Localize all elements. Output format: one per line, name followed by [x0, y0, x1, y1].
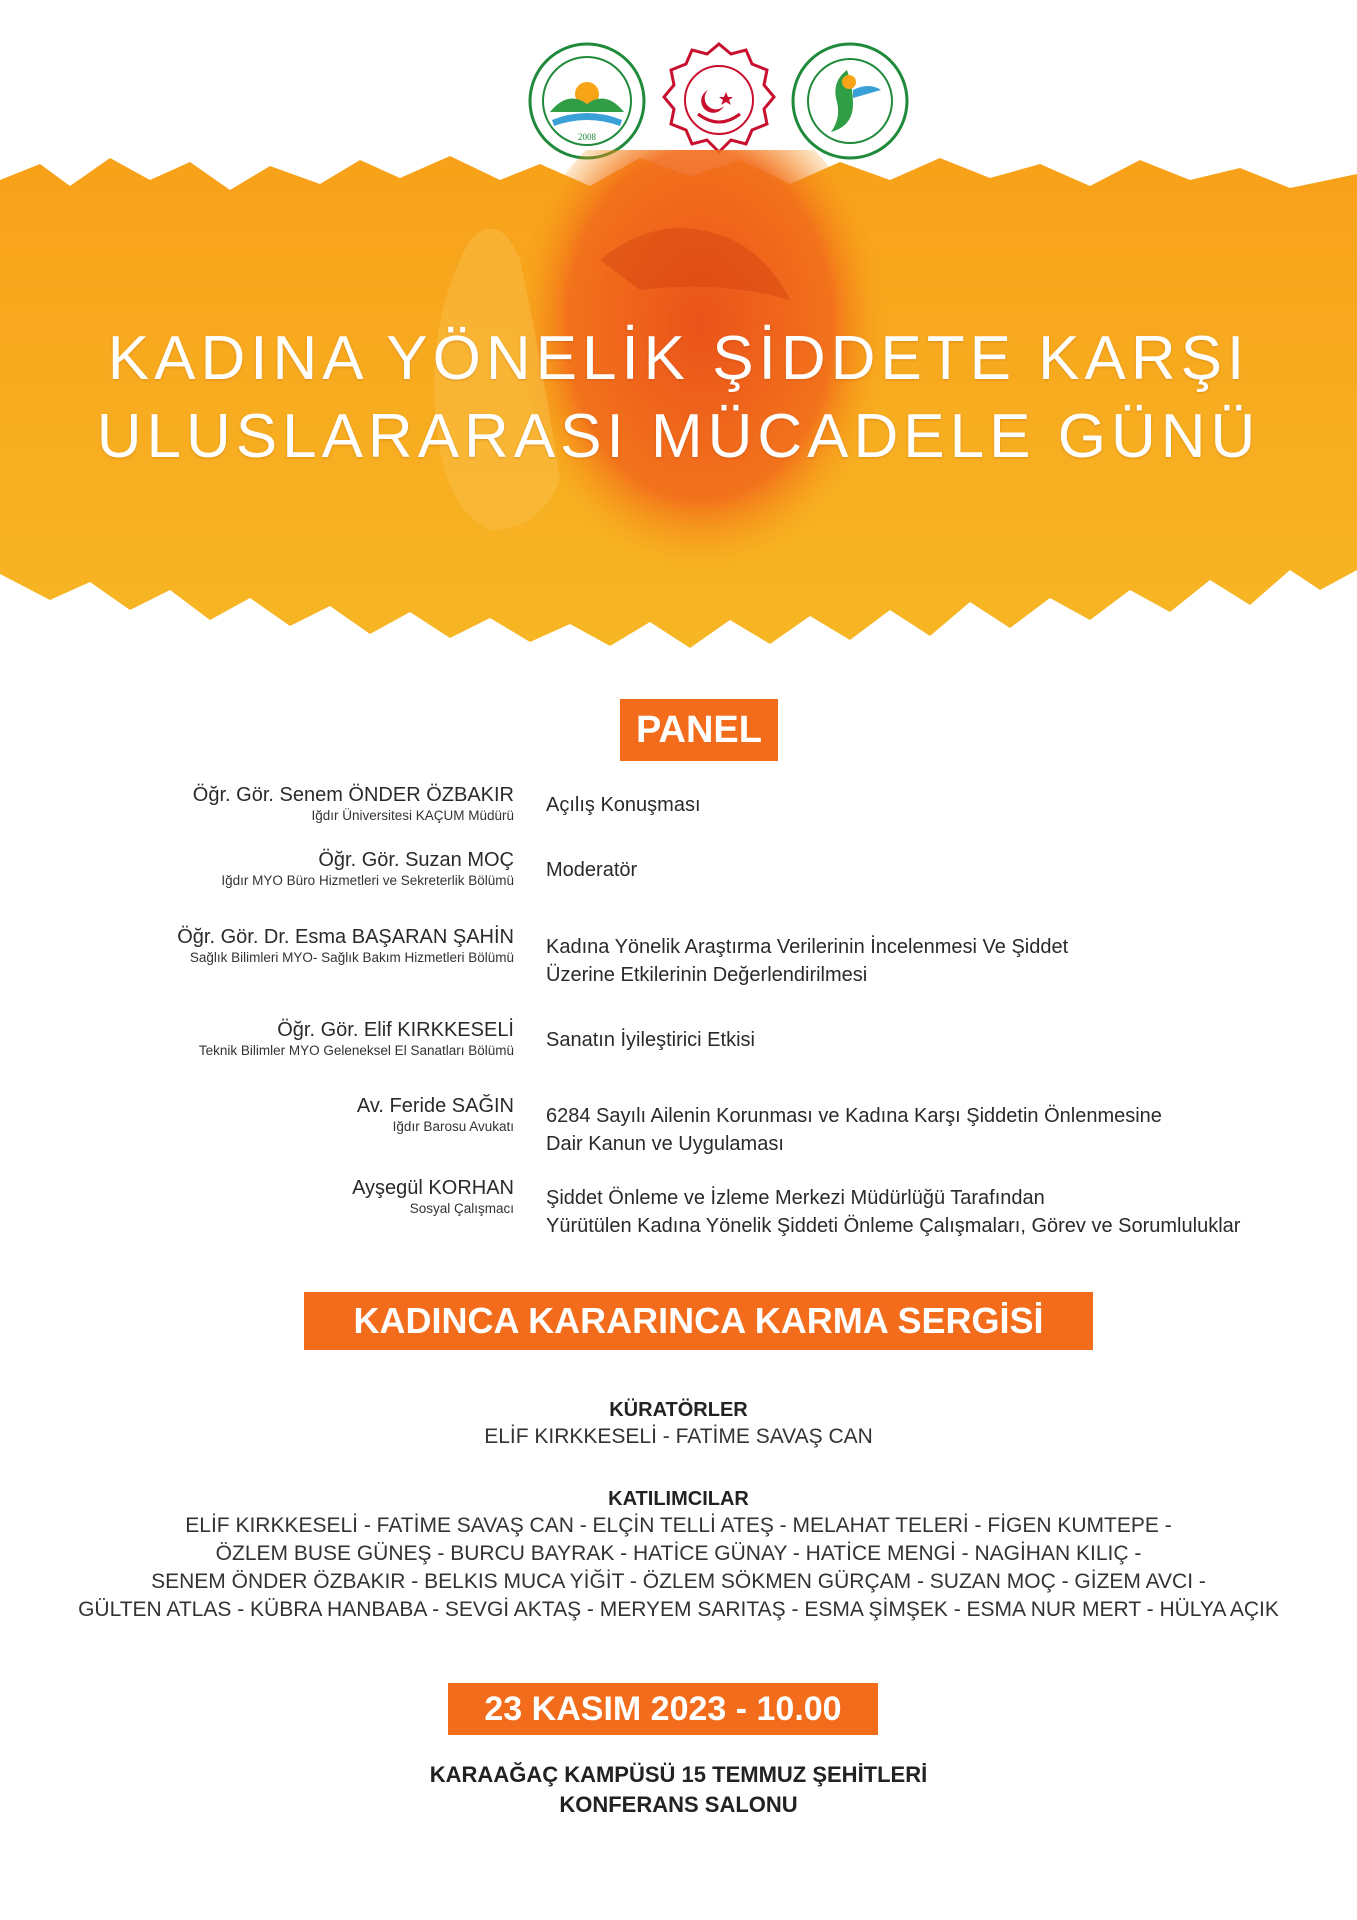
curators-section — [0, 1397, 1357, 1451]
venue-line: KONFERANS SALONU — [559, 1792, 798, 1817]
speaker-name: Öğr. Gör. Suzan MOÇ — [318, 849, 514, 871]
participants-heading: KATILIMCILAR — [608, 1488, 749, 1510]
speaker-topic — [546, 933, 1068, 989]
topic-line: Yürütülen Kadına Yönelik Şiddeti Önleme Çalışmaları, Görev ve Sorumluluklar — [546, 1215, 1241, 1237]
speaker-name: Öğr. Gör. Dr. Esma BAŞARAN ŞAHİN — [177, 926, 514, 948]
topic-line: 6284 Sayılı Ailenin Korunması ve Kadına Karşı Şiddetin Önlenmesine — [546, 1105, 1162, 1127]
speaker-name: Ayşegül KORHAN — [352, 1177, 514, 1199]
event-date-time: 23 KASIM 2023 - 10.00 — [448, 1683, 878, 1735]
speaker-affiliation: Teknik Bilimler MYO Geleneksel El Sanatları Bölümü — [198, 1043, 514, 1058]
curators-names: ELİF KIRKKESELİ - FATİME SAVAŞ CAN — [484, 1425, 873, 1448]
speaker-affiliation: Sağlık Bilimleri MYO- Sağlık Bakım Hizmetleri Bölümü — [189, 950, 514, 965]
exhibition-heading: KADINCA KARARINCA KARMA SERGİSİ — [304, 1292, 1093, 1350]
topic-line: Dair Kanun ve Uygulaması — [546, 1133, 784, 1155]
speaker-topic — [546, 1184, 1240, 1240]
speaker-affiliation: Iğdır Barosu Avukatı — [392, 1119, 514, 1134]
participants-line: SENEM ÖNDER ÖZBAKIR - BELKIS MUCA YİĞİT - ÖZLEM SÖKMEN GÜRÇAM - SUZAN MOÇ - GİZEM AVCI - — [151, 1570, 1206, 1593]
hero-title — [0, 320, 1357, 476]
hero-banner — [0, 150, 1357, 650]
speaker-info — [193, 783, 514, 825]
participants-line: ELİF KIRKKESELİ - FATİME SAVAŞ CAN - ELÇİN TELLİ ATEŞ - MELAHAT TELERİ - FİGEN KUMTEPE - — [185, 1514, 1172, 1537]
speaker-affiliation: Sosyal Çalışmacı — [409, 1201, 514, 1216]
logo-bar — [0, 42, 1357, 162]
panel-heading: PANEL — [620, 699, 778, 761]
speaker-info — [357, 1094, 514, 1136]
topic-line: Sanatın İyileştirici Etkisi — [546, 1029, 755, 1051]
speaker-name: Av. Feride SAĞIN — [356, 1095, 514, 1117]
participants-section — [0, 1486, 1357, 1624]
participants-line: ÖZLEM BUSE GÜNEŞ - BURCU BAYRAK - HATİCE GÜNAY - HATİCE MENGİ - NAGİHAN KILIÇ - — [215, 1542, 1142, 1565]
ministry-logo — [660, 42, 778, 160]
speaker-info — [177, 925, 514, 967]
speaker-topic — [546, 1026, 755, 1054]
speaker-affiliation: Iğdır Üniversitesi KAÇUM Müdürü — [311, 808, 514, 823]
speaker-topic — [546, 791, 701, 819]
participants-line: GÜLTEN ATLAS - KÜBRA HANBABA - SEVGİ AKTAŞ - MERYEM SARITAŞ - ESMA ŞİMŞEK - ESMA NUR MERT - HÜLYA AÇIK — [78, 1598, 1279, 1621]
curators-heading: KÜRATÖRLER — [609, 1399, 748, 1421]
topic-line: Üzerine Etkilerinin Değerlendirilmesi — [546, 964, 868, 986]
topic-line: Moderatör — [546, 859, 638, 881]
topic-line: Şiddet Önleme ve İzleme Merkezi Müdürlüğü Tarafından — [546, 1187, 1045, 1209]
hero-title-line-2: ULUSLARARASI MÜCADELE GÜNÜ — [96, 402, 1261, 471]
speaker-name: Öğr. Gör. Elif KIRKKESELİ — [277, 1019, 514, 1041]
speaker-topic — [546, 856, 637, 884]
speaker-name: Öğr. Gör. Senem ÖNDER ÖZBAKIR — [192, 784, 514, 806]
speaker-info — [221, 848, 514, 890]
hero-title-line-1: KADINA YÖNELİK ŞİDDETE KARŞI — [107, 324, 1250, 393]
speaker-topic — [546, 1102, 1162, 1158]
topic-line: Kadına Yönelik Araştırma Verilerinin İncelenmesi Ve Şiddet — [546, 936, 1069, 958]
topic-line: Açılış Konuşması — [546, 794, 701, 816]
kacum-logo — [791, 42, 909, 160]
university-logo — [528, 42, 646, 160]
logo-year: 2008 — [578, 132, 596, 142]
venue-line: KARAAĞAÇ KAMPÜSÜ 15 TEMMUZ ŞEHİTLERİ — [429, 1762, 928, 1787]
speaker-affiliation: Iğdır MYO Büro Hizmetleri ve Sekreterlik Bölümü — [221, 873, 514, 888]
speaker-info — [199, 1018, 514, 1060]
speaker-info — [352, 1176, 514, 1218]
event-venue — [0, 1760, 1357, 1820]
